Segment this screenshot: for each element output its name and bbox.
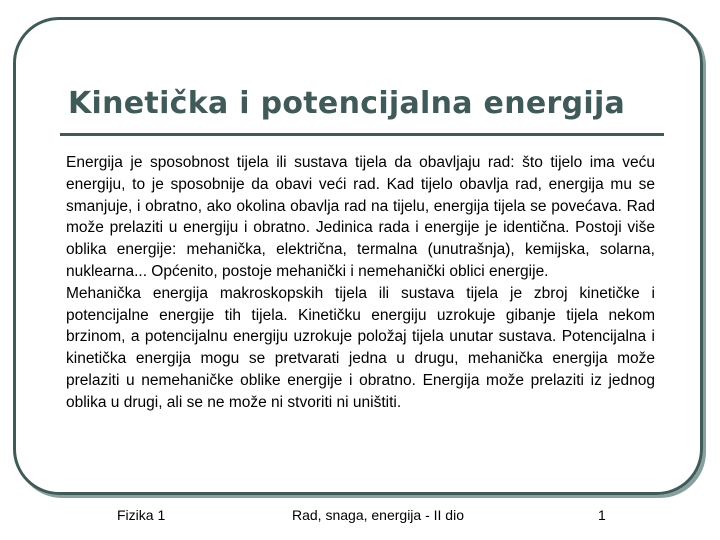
paragraph-mechanical-energy: Mehanička energija makroskopskih tijela ili sustava tijela je zbroj kinetičke i potencijalne energije tih tijela. Kinetičku energiju uzrokuje gibanje tijela nekom brzinom, a potencijalnu energiju uzrokuje položaj tijela unutar sustava. Potencijalna i kinetička energija mogu se pretvarati jedna u drugu, mehanička energija može prelaziti u nemehaničke oblike energije i obratno. Energija može prelaziti iz jednog oblika u drugi, ali se ne može ni stvoriti ni uništiti.	[66, 284, 655, 411]
slide-title: Kinetička i potencijalna energija	[68, 86, 626, 121]
page-number: 1	[598, 507, 606, 523]
paragraph-energy-definition: Energija je sposobnost tijela ili sustava tijela da obavljaju rad: što tijelo ima veću energiju, to je sposobnije da obavi veći rad. Kad tijelo obavlja rad, energija mu se smanjuje, i obratno, ako okolina obavlja rad na tijelu, energija tijela se povećava. Rad može prelaziti u energiju i obratno. Jedinica rada i energije je identična. Postoji više oblika energije: mehanička, električna, termalna (unutrašnja), kemijska, solarna, nuklearna... Općenito, postoje mehanički i nemehanički oblici energije.	[66, 154, 655, 280]
slide-body	[66, 152, 655, 414]
title-underline	[60, 133, 664, 136]
footer-course: Fizika 1	[117, 507, 166, 523]
footer-topic: Rad, snaga, energija - II dio	[292, 507, 464, 523]
